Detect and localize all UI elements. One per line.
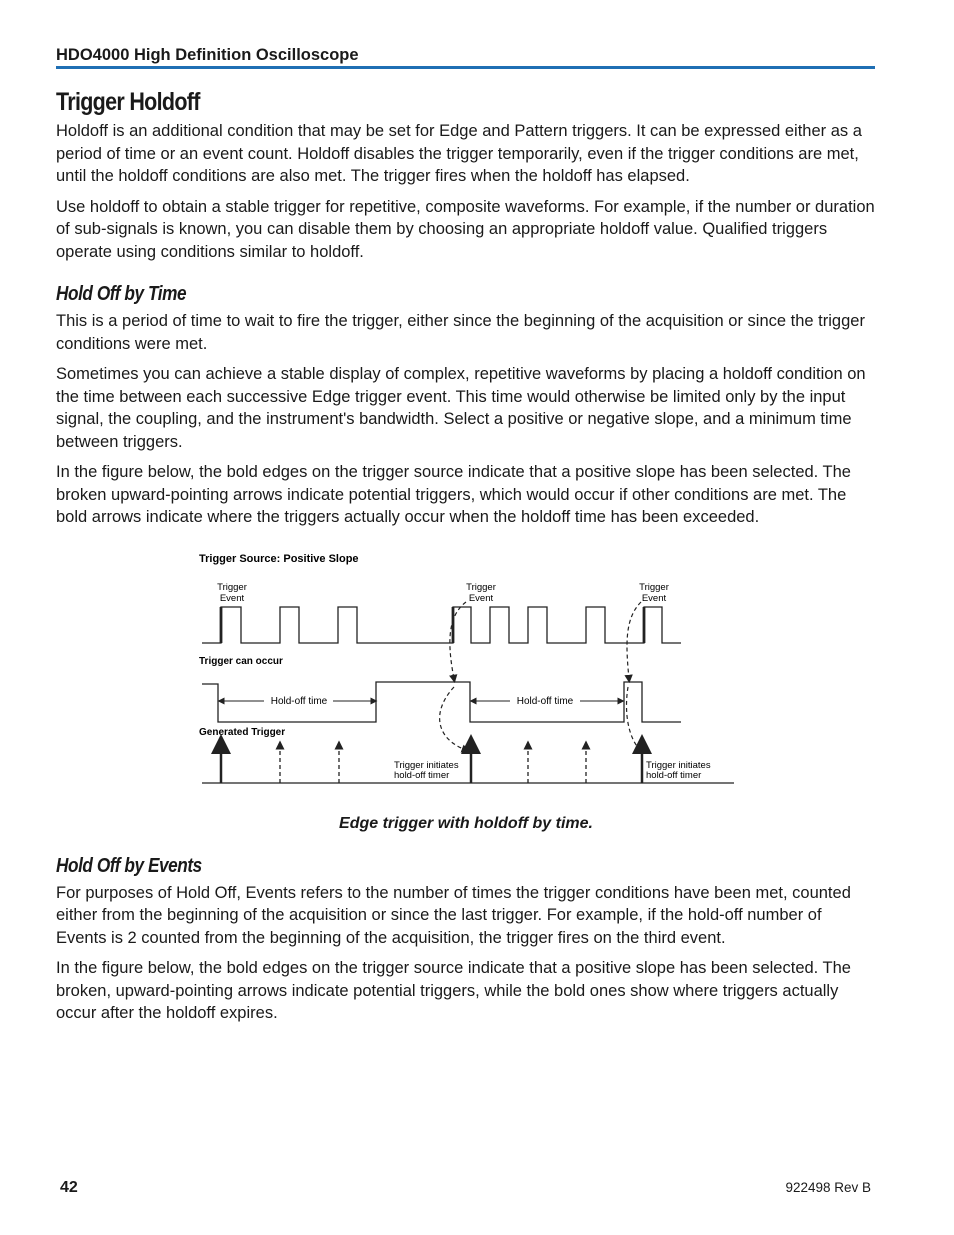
initiates-label-2: Trigger initiates [646,759,711,771]
paragraph: Sometimes you can achieve a stable display of complex, repetitive waveforms by placing a holdoff condition on the time between each successive Edge trigger event. This time would otherwise be limited only by the input signal, the coupling, and the instrument's bandwidth. Select a positive or negative slope, and a minimum time between triggers. [56,365,866,451]
page-number: 42 [60,1179,78,1196]
source-label: Trigger Source: Positive Slope [199,552,359,565]
trigger-event-label-3b: Event [641,592,667,604]
paragraph: Holdoff is an additional condition that may be set for Edge and Pattern triggers. It can be expressed either as a period of time or an event count. Holdoff disables the trigger temporarily, even if the trigger conditions are met, until the holdoff conditions are also met. The trigger fires when the holdoff has elapsed. [56,122,862,185]
generated-label: Generated Trigger [199,726,286,738]
dashed-link-4 [627,687,641,750]
figure-caption: Edge trigger with holdoff by time. [339,814,593,832]
trigger-event-label-2b: Event [468,592,494,604]
holdoff-label-1: Hold-off time [270,695,328,707]
trigger-event-label-1: Trigger [217,581,247,593]
paragraph: Use holdoff to obtain a stable trigger for repetitive, composite waveforms. For example, if the number or duration of sub-signals is known, you can disable them by choosing an appropriate holdoff value. Qualified triggers operate using conditions similar to holdoff. [56,197,875,261]
holdoff-label-2: Hold-off time [516,695,574,707]
document-id: 922498 Rev B [785,1180,871,1195]
trigger-event-label-3: Trigger [639,581,669,593]
trigger-source-waveform [202,607,681,643]
initiates-label-2b: hold-off timer [646,769,702,781]
trigger-event-label-2: Trigger [466,581,496,593]
running-header: HDO4000 High Definition Oscilloscope [56,44,875,69]
dashed-link-3 [627,602,641,679]
paragraph: In the figure below, the bold edges on the trigger source indicate that a positive slope has been selected. The broken, upward-pointing arrows indicate potential triggers, while the bold ones show where triggers actually occur after the holdoff expires. [56,959,851,1022]
subsection-title-time: Hold Off by Time [56,283,187,305]
timing-diagram [196,547,741,787]
paragraph: In the figure below, the bold edges on the trigger source indicate that a positive slope has been selected. The broken upward-pointing arrows indicate potential triggers, which would occur if other conditions are met. The bold arrows indicate where the triggers actually occur when the holdoff time has been exceeded. [56,463,851,526]
initiates-label-1: Trigger initiates [394,759,459,771]
holdoff-timing-figure [56,547,876,791]
trigger-event-label-1b: Event [219,592,245,604]
can-occur-label: Trigger can occur [199,655,283,667]
page-content [56,88,876,1033]
paragraph: This is a period of time to wait to fire the trigger, either since the beginning of the acquisition or since the trigger conditions were met. [56,312,865,353]
subsection-title-events: Hold Off by Events [56,854,202,877]
dashed-link-2 [440,687,466,750]
paragraph: For purposes of Hold Off, Events refers to the number of times the trigger conditions have been met, counted either from the beginning of the acquisition or since the last trigger. For example, if the hold-off number of Events is 2 counted from the beginning of the acquisition, the trigger fires on the third event. [56,883,851,947]
section-title: Trigger Holdoff [56,88,200,116]
initiates-label-1b: hold-off timer [394,769,450,781]
